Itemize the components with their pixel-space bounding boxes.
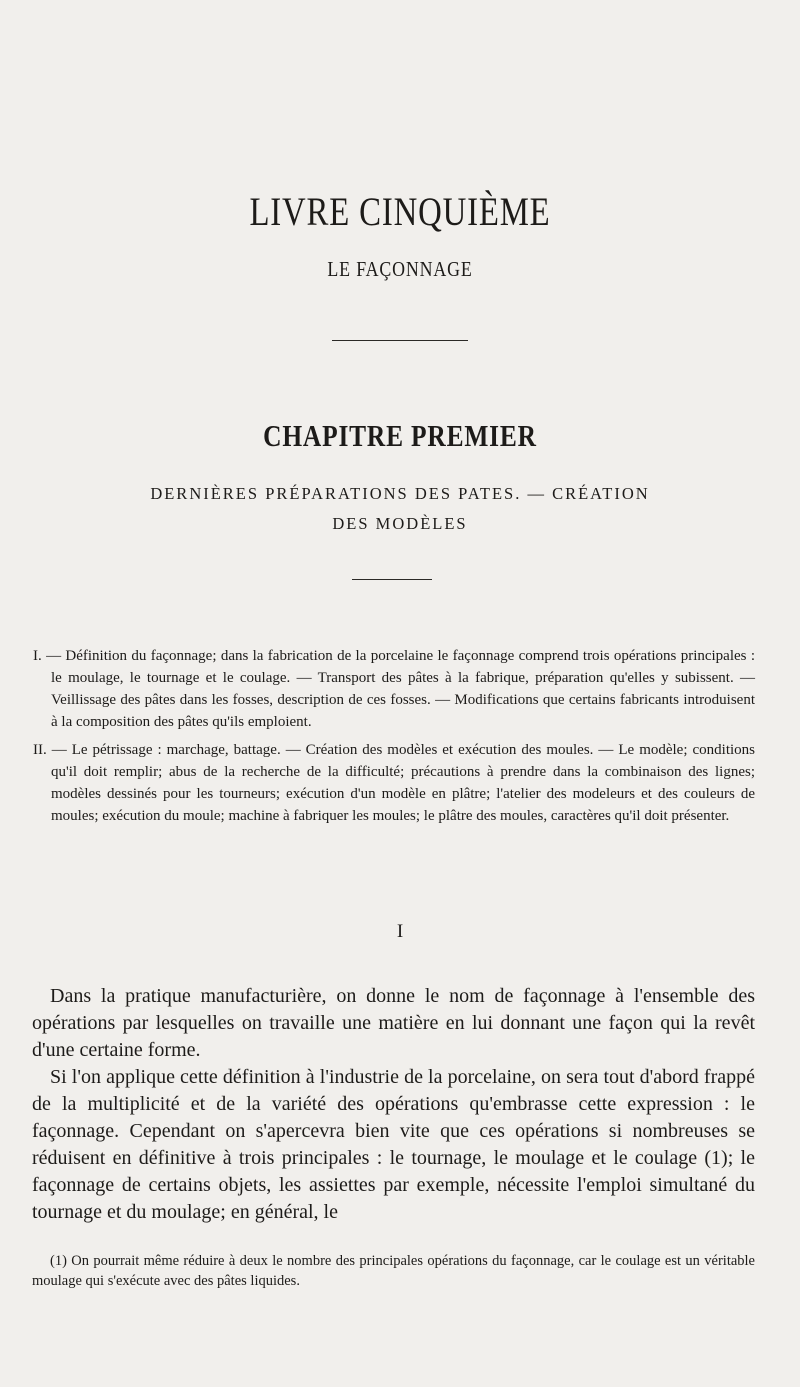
footnote-text: (1) On pourrait même réduire à deux le nombre des principales opérations du façonnage, car le coulage est un véritable moulage qui s'exécute avec des pâtes liquides. — [32, 1253, 755, 1289]
divider-rule — [332, 340, 468, 341]
book-title: LIVRE CINQUIÈME — [249, 189, 551, 234]
footnote — [32, 1251, 755, 1291]
chapter-subtitle — [100, 479, 700, 539]
chapter-title: CHAPITRE PREMIER — [263, 418, 537, 453]
summary-item: II. — Le pétrissage : marchage, battage. — Création des modèles et exécution des moules. — Le modèle; conditions qu'il doit remplir; abus de la recherche de la difficulté; précautions à prendre dans la combinaison des lignes; modèles dessinés pour les tourneurs; exécution d'un modèle en plâtre; l'atelier des modeleurs et des couleurs de moules; exécution du moule; machine à fabriquer les moules; le plâtre des moules, caractères qu'il doit présenter. — [33, 742, 755, 824]
body-paragraph: Si l'on applique cette définition à l'industrie de la porcelaine, on sera tout d'abord frappé de la multiplicité et de la variété des opérations qu'embrasse cette expression : le façonnage. Cependant on s'apercevra bien vite que ces opérations si nombreuses se réduisent en définitive à trois principales : le tournage, le moulage et le coulage (1); le façonnage de certains objets, les assiettes par exemple, nécessite l'emploi simultané du tournage et du moulage; en général, le — [32, 1066, 755, 1223]
chapter-summary — [33, 645, 755, 833]
chapter-subtitle-line: DES MODÈLES — [332, 514, 468, 533]
divider-rule — [352, 579, 432, 580]
summary-item: I. — Définition du façonnage; dans la fabrication de la porcelaine le façonnage comprend trois opérations principales : le moulage, le tournage et le coulage. — Transport des pâtes à la fabrique, préparation qu'elles y subissent. — Veillissage des pâtes dans les fosses, description de ces fosses. — Modifications que certains fabricants introduisent à la composition des pâtes qu'ils emploient. — [33, 648, 755, 730]
section-number: I — [396, 921, 404, 942]
body-text — [32, 983, 755, 1226]
book-subtitle: LE FAÇONNAGE — [327, 257, 473, 281]
chapter-subtitle-line: DERNIÈRES PRÉPARATIONS DES PATES. — CRÉATION — [150, 484, 650, 503]
body-paragraph: Dans la pratique manufacturière, on donne le nom de façonnage à l'ensemble des opérations par lesquelles on travaille une matière en lui donnant une façon qui la revêt d'une certaine forme. — [32, 985, 755, 1061]
